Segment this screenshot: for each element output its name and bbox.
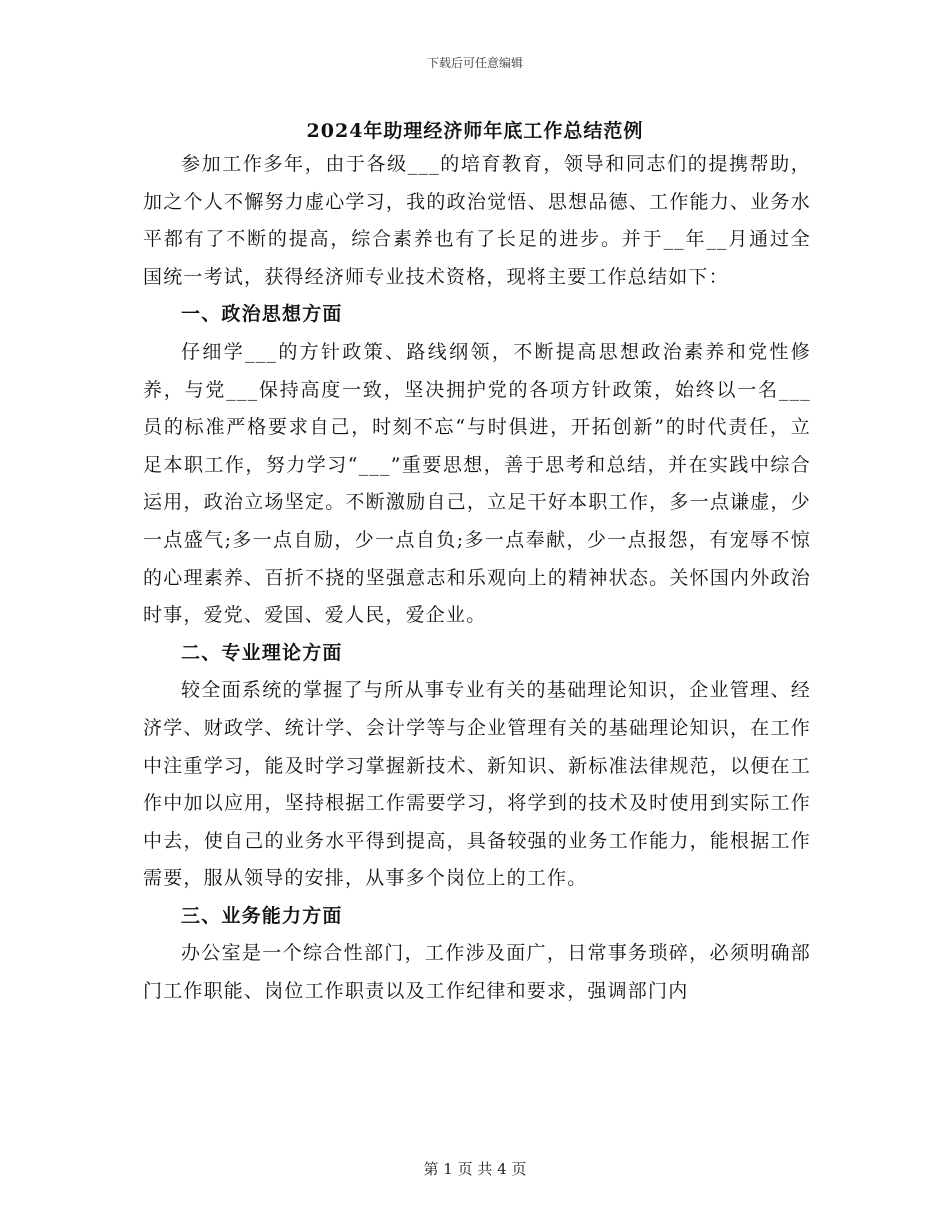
section-heading-political: 一、政治思想方面 [181,303,343,326]
document-title: 2024年助理经济师年底工作总结范例 [306,120,644,142]
section-heading-business: 三、业务能力方面 [181,904,343,927]
page-number: 第 1 页 共 4 页 [423,1160,527,1178]
page-header-note: 下载后可任意编辑 [426,56,523,70]
intro-paragraph: 参加工作多年，由于各级___的培育教育，领导和同志们的提携帮助，加之个人不懈努力虚心学习，我的政治觉悟、思想品德、工作能力、业务水平都有了不断的提高，综合素养也有了长足的进步。并于__年__月通过全国统一考试，获得经济师专业技术资格，现将主要工作总结如下： [143,153,811,288]
section-heading-theory: 二、专业理论方面 [181,641,343,664]
section-body-political: 仔细学___的方针政策、路线纲领，不断提高思想政治素养和党性修养，与党___保持高度一致，坚决拥护党的各项方针政策，始终以一名___员的标准严格要求自己，时刻不忘“与时俱进，开拓创新”的时代责任，立足本职工作，努力学习“___”重要思想，善于思考和总结，并在实践中综合运用，政治立场坚定。不断激励自己，立足干好本职工作，多一点谦虚，少一点盛气;多一点自励，少一点自负;多一点奉献，少一点报怨，有宠辱不惊的心理素养、百折不挠的坚强意志和乐观向上的精神状态。关怀国内外政治时事，爱党、爱国、爱人民，爱企业。 [143,340,811,627]
section-body-business: 办公室是一个综合性部门，工作涉及面广，日常事务琐碎，必须明确部门工作职能、岗位工作职责以及工作纪律和要求，强调部门内 [143,942,811,1003]
document-body [143,146,811,1011]
section-body-theory: 较全面系统的掌握了与所从事专业有关的基础理论知识，企业管理、经济学、财政学、统计学、会计学等与企业管理有关的基础理论知识，在工作中注重学习，能及时学习掌握新技术、新知识、新标准法律规范，以便在工作中加以应用，坚持根据工作需要学习，将学到的技术及时使用到实际工作中去，使自己的业务水平得到提高，具备较强的业务工作能力，能根据工作需要，服从领导的安排，从事多个岗位上的工作。 [143,679,811,890]
